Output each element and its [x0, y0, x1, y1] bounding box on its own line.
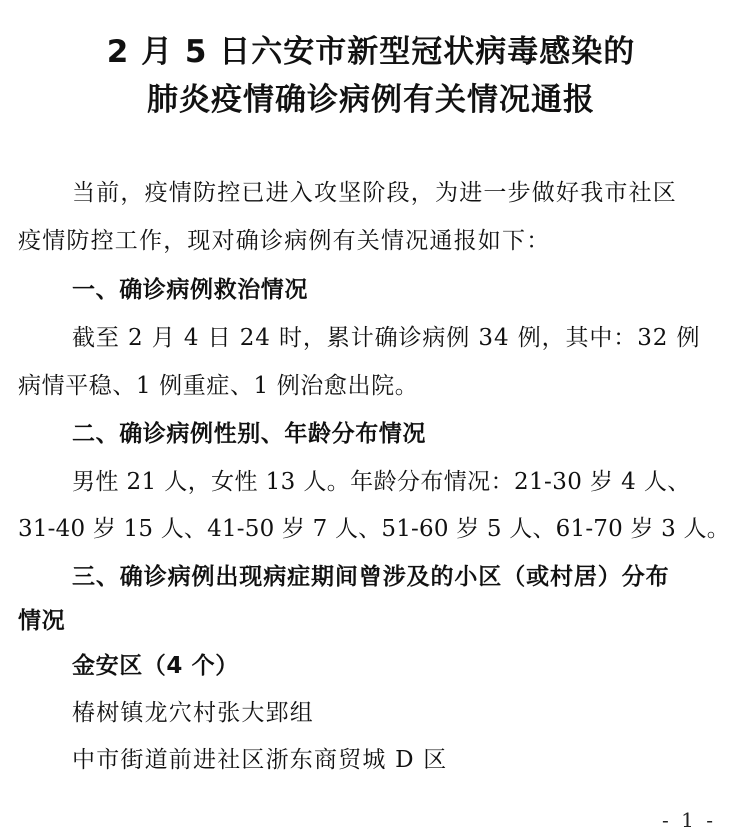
section-1-heading: 一、确诊病例救治情况 [72, 277, 308, 303]
document-title-line-1: 2 月 5 日六安市新型冠状病毒感染的 [106, 34, 636, 70]
section-1-paragraph-line-2: 病情平稳、1 例重症、1 例治愈出院。 [18, 373, 419, 399]
section-3-heading-line-1: 三、确诊病例出现病症期间曾涉及的小区（或村居）分布 [72, 564, 670, 590]
section-2-heading: 二、确诊病例性别、年龄分布情况 [72, 421, 426, 447]
section-2-paragraph-line-1: 男性 21 人，女性 13 人。年龄分布情况：21-30 岁 4 人、 [72, 469, 691, 495]
page-number: - 1 - [662, 808, 716, 832]
section-2-paragraph-line-2: 31-40 岁 15 人、41-50 岁 7 人、51-60 岁 5 人、61-70 岁 3 人。 [18, 516, 730, 542]
section-1-paragraph-line-1: 截至 2 月 4 日 24 时，累计确诊病例 34 例，其中：32 例 [72, 325, 701, 351]
section-3-heading-line-2: 情况 [18, 608, 66, 634]
document-title-line-2: 肺炎疫情确诊病例有关情况通报 [147, 82, 595, 118]
district-heading: 金安区（4 个） [72, 653, 239, 679]
location-list-item: 中市街道前进社区浙东商贸城 D 区 [72, 747, 448, 773]
intro-paragraph-line-1: 当前，疫情防控已进入攻坚阶段，为进一步做好我市社区 [72, 180, 677, 206]
intro-paragraph-line-2: 疫情防控工作，现对确诊病例有关情况通报如下： [18, 228, 551, 254]
location-list-item: 椿树镇龙穴村张大郢组 [72, 700, 314, 726]
